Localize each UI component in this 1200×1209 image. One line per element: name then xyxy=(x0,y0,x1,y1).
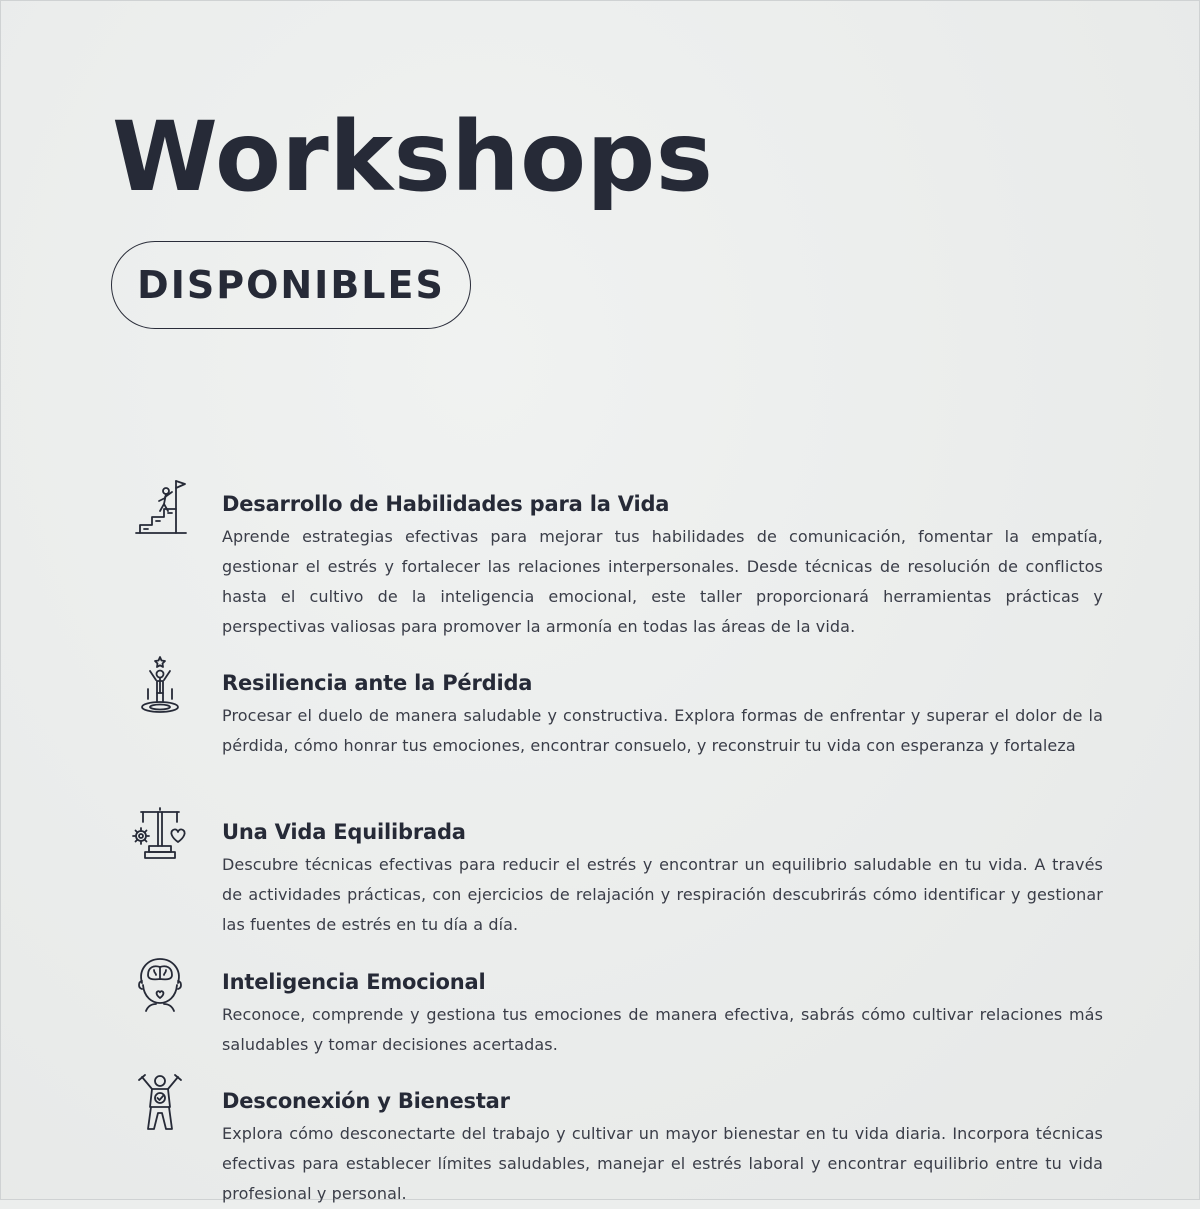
workshop-title: Una Vida Equilibrada xyxy=(222,820,466,844)
workshop-description: Procesar el duelo de manera saludable y constructiva. Explora formas de enfrentar y superar el dolor de la pérdida, cómo honrar tus emociones, encontrar consuelo, y reconstruir tu vida con esperanza y fortaleza xyxy=(222,706,1103,755)
head-brain-heart-icon xyxy=(130,954,190,1016)
workshop-description: Reconoce, comprende y gestiona tus emociones de manera efectiva, sabrás cómo cultivar relaciones más saludables y tomar decisiones acertadas. xyxy=(222,1005,1103,1054)
workshop-description: Aprende estrategias efectivas para mejorar tus habilidades de comunicación, fomentar la empatía, gestionar el estrés y fortalecer las relaciones interpersonales. Desde técnicas de resolución de conflictos hasta el cultivo de la inteligencia emocional, este taller proporcionará herramientas prácticas y perspectivas valiosas para promover la armonía en todas las áreas de la vida. xyxy=(222,527,1103,636)
workshop-description: Descubre técnicas efectivas para reducir el estrés y encontrar un equilibrio saludable en tu vida. A través de actividades prácticas, con ejercicios de relajación y respiración descubrirás cómo identificar y gestionar las fuentes de estrés en tu día a día. xyxy=(222,855,1103,934)
person-arms-up-check-icon xyxy=(130,1073,190,1135)
person-rising-icon xyxy=(130,655,190,717)
page-title: Workshops xyxy=(112,101,714,213)
workshop-title: Inteligencia Emocional xyxy=(222,970,486,994)
workshop-title: Desconexión y Bienestar xyxy=(222,1089,510,1113)
workshop-title: Resiliencia ante la Pérdida xyxy=(222,671,533,695)
availability-badge-label: DISPONIBLES xyxy=(137,263,445,307)
workshop-description: Explora cómo desconectarte del trabajo y cultivar un mayor bienestar en tu vida diaria. Incorpora técnicas efectivas para establecer límites saludables, manejar el estrés laboral y encontrar equilibrio entre tu vida profesional y personal. xyxy=(222,1124,1103,1203)
mountain-flag-climber-icon xyxy=(130,476,190,538)
availability-badge xyxy=(111,241,471,329)
workshop-title: Desarrollo de Habilidades para la Vida xyxy=(222,492,670,516)
balance-scale-gear-heart-icon xyxy=(130,804,190,866)
